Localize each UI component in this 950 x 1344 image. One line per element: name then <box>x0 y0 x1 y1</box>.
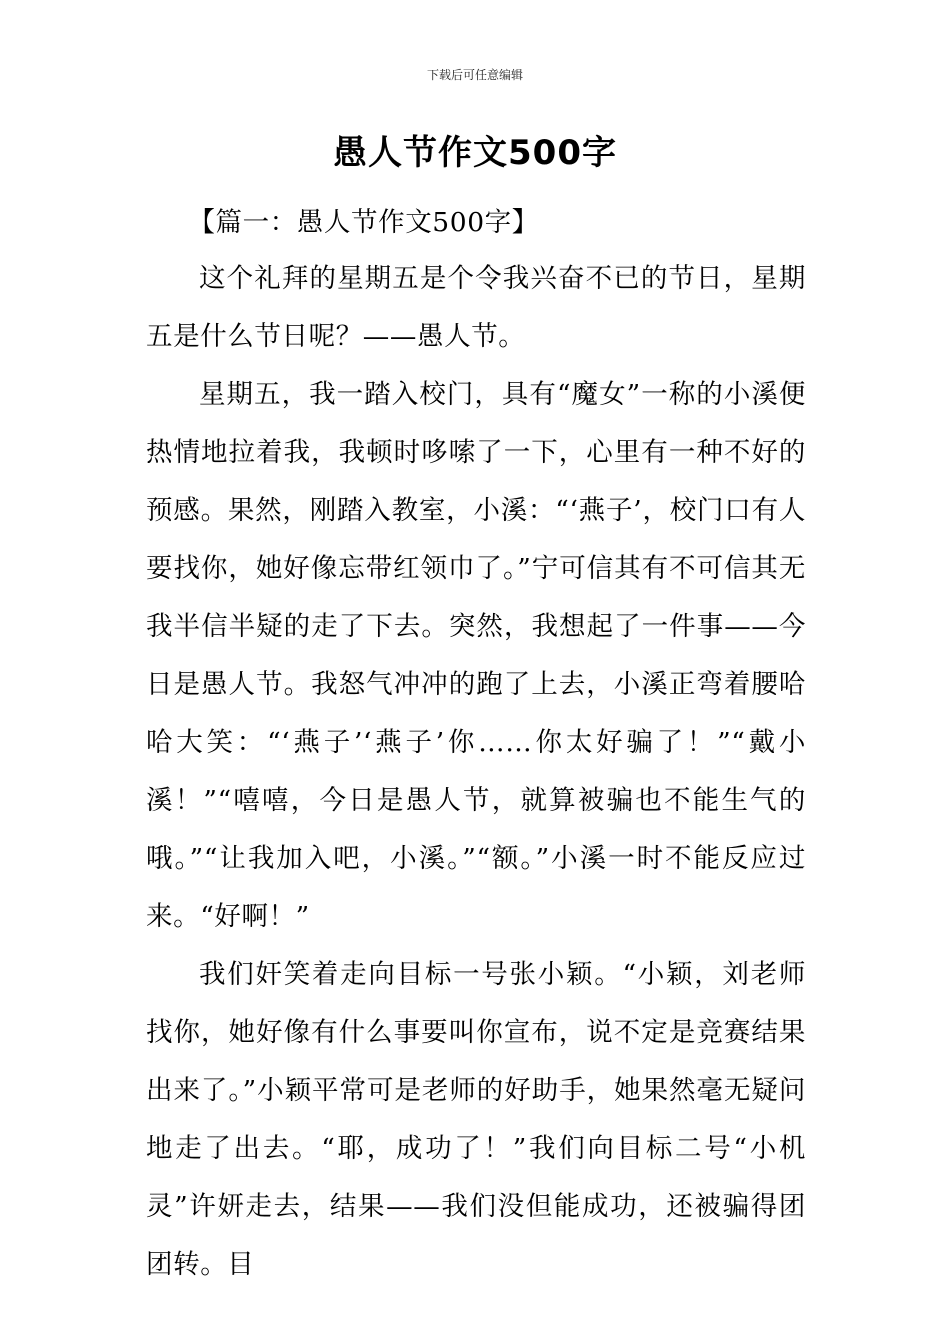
paragraph-1: 这个礼拜的星期五是个令我兴奋不已的节日，星期五是什么节日呢？——愚人节。 <box>146 263 806 352</box>
document-title: 愚人节作文500字 <box>333 133 617 173</box>
section-heading: 【篇一：愚人节作文500字】 <box>188 207 539 238</box>
header-note: 下载后可任意编辑 <box>426 68 523 82</box>
document-body <box>146 196 806 1294</box>
paragraph-2: 星期五，我一踏入校门，具有“魔女”一称的小溪便热情地拉着我，我顿时哆嗦了一下，心里有一种不好的预感。果然，刚踏入教室，小溪：“‘燕子’，校门口有人要找你，她好像忘带红领巾了。”宁可信其有不可信其无我半信半疑的走了下去。突然，我想起了一件事——今日是愚人节。我怒气冲冲的跑了上去，小溪正弯着腰哈哈大笑：“‘燕子’‘燕子’你……你太好骗了！”“戴小溪！”“嘻嘻，今日是愚人节，就算被骗也不能生气的哦。”“让我加入吧，小溪。”“额。”小溪一时不能反应过来。“好啊！” <box>146 379 806 932</box>
paragraph-3: 我们奸笑着走向目标一号张小颖。“小颖，刘老师找你，她好像有什么事要叫你宣布，说不定是竞赛结果出来了。”小颖平常可是老师的好助手，她果然毫无疑问地走了出去。“耶，成功了！”我们向目标二号“小机灵”许妍走去，结果——我们没但能成功，还被骗得团团转。目 <box>146 959 806 1280</box>
